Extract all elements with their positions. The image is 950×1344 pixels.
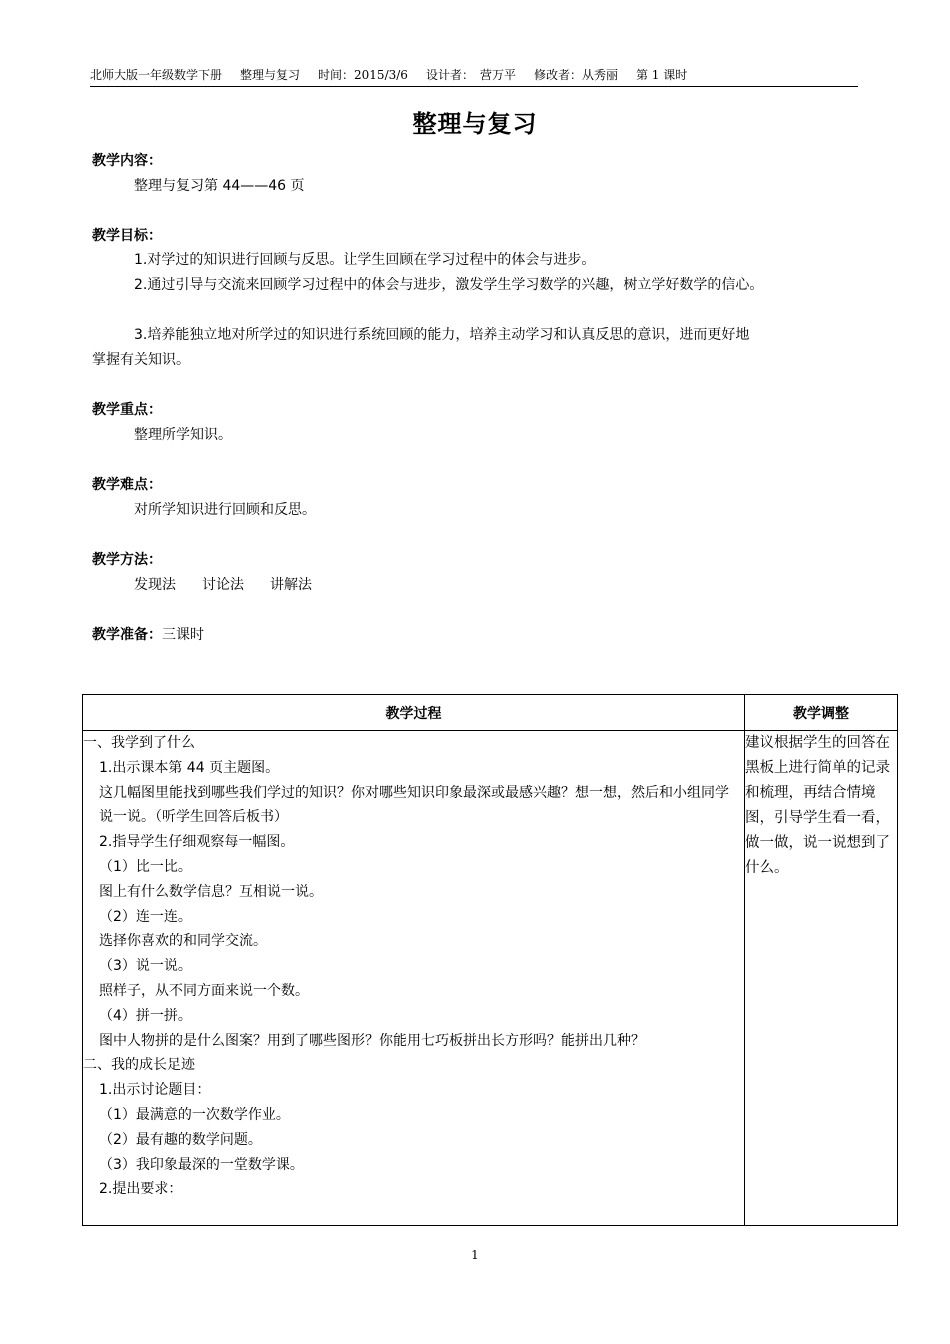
process-line: 这几幅图里能找到哪些我们学过的知识？你对哪些知识印象最深或最感兴趣？想一想，然后和小组同学说一说。（听学生回答后板书）: [99, 784, 729, 826]
process-line: （3）说一说。: [99, 958, 192, 975]
method-item: 发现法: [134, 577, 176, 593]
goal-item-1: 1.对学过的知识进行回顾与反思。让学生回顾在学习过程中的体会与进步。: [134, 252, 596, 268]
content-label: 教学内容：: [92, 153, 162, 169]
process-line: 1.出示讨论题目：: [99, 1082, 211, 1099]
process-line: 照样子，从不同方面来说一个数。: [99, 982, 309, 999]
process-line: 1.出示课本第 44 页主题图。: [99, 759, 280, 776]
goal-item-2: 2.通过引导与交流来回顾学习过程中的体会与进步，激发学生学习数学的兴趣，树立学好数学的信心。: [134, 277, 764, 293]
header-lesson: 第 1 课时: [635, 68, 688, 82]
process-line: 2.指导学生仔细观察每一幅图。: [99, 834, 295, 851]
header-unit: 整理与复习: [240, 68, 301, 82]
process-line: 选择你喜欢的和同学交流。: [99, 933, 267, 950]
process-header: 教学过程: [83, 695, 745, 731]
goal-item-3-cont: 掌握有关知识。: [92, 352, 190, 368]
process-line: （2）连一连。: [99, 908, 192, 925]
document-title: 整理与复习: [412, 110, 538, 138]
goal-item-3: 3.培养能独立地对所学过的知识进行系统回顾的能力，培养主动学习和认真反思的意识，进而更好地: [134, 327, 750, 343]
method-item: 讲解法: [270, 577, 312, 593]
difficulty-label: 教学难点：: [92, 477, 162, 493]
process-line: 图中人物拼的是什么图案？用到了哪些图形？你能用七巧板拼出长方形吗？能拼出几种？: [99, 1032, 645, 1049]
process-line: 图上有什么数学信息？互相说一说。: [99, 883, 323, 900]
methods-list: [134, 574, 338, 594]
process-line: （2）最有趣的数学问题。: [99, 1131, 262, 1148]
header-modifier: 修改者：从秀丽: [533, 68, 618, 82]
page-header: [90, 66, 858, 87]
prep-label: 教学准备：: [92, 627, 162, 643]
keypoint-label: 教学重点：: [92, 402, 162, 418]
keypoint-text: 整理所学知识。: [134, 427, 232, 443]
process-line: 一、我学到了什么: [83, 735, 195, 751]
process-line: （4）拼一拼。: [99, 1007, 192, 1024]
process-line: 二、我的成长足迹: [83, 1057, 195, 1074]
header-time: 时间：2015/3/6: [318, 68, 408, 82]
process-line: 2.提出要求：: [99, 1181, 183, 1198]
teaching-process-table: [82, 694, 898, 1226]
adjustment-cell: 建议根据学生的回答在黑板上进行简单的记录和梳理，再结合情境图，引导学生看一看，做一做，说一说想到了什么。: [745, 731, 898, 1226]
method-item: 讨论法: [202, 577, 244, 593]
methods-label: 教学方法：: [92, 552, 162, 568]
prep-row: [92, 624, 204, 644]
process-line: （3）我印象最深的一堂数学课。: [99, 1156, 304, 1173]
page-number: 1: [471, 1248, 479, 1262]
header-book: 北师大版一年级数学下册: [90, 68, 223, 82]
difficulty-text: 对所学知识进行回顾和反思。: [134, 502, 316, 518]
content-text: 整理与复习第 44——46 页: [134, 178, 305, 194]
process-line: （1）比一比。: [99, 858, 192, 875]
process-cell: [83, 731, 745, 1226]
adjustment-header: 教学调整: [745, 695, 898, 731]
process-line: （1）最满意的一次数学作业。: [99, 1106, 290, 1123]
goals-label: 教学目标：: [92, 228, 162, 244]
header-designer: 设计者： 营万平: [425, 68, 516, 82]
prep-text: 三课时: [162, 627, 204, 643]
